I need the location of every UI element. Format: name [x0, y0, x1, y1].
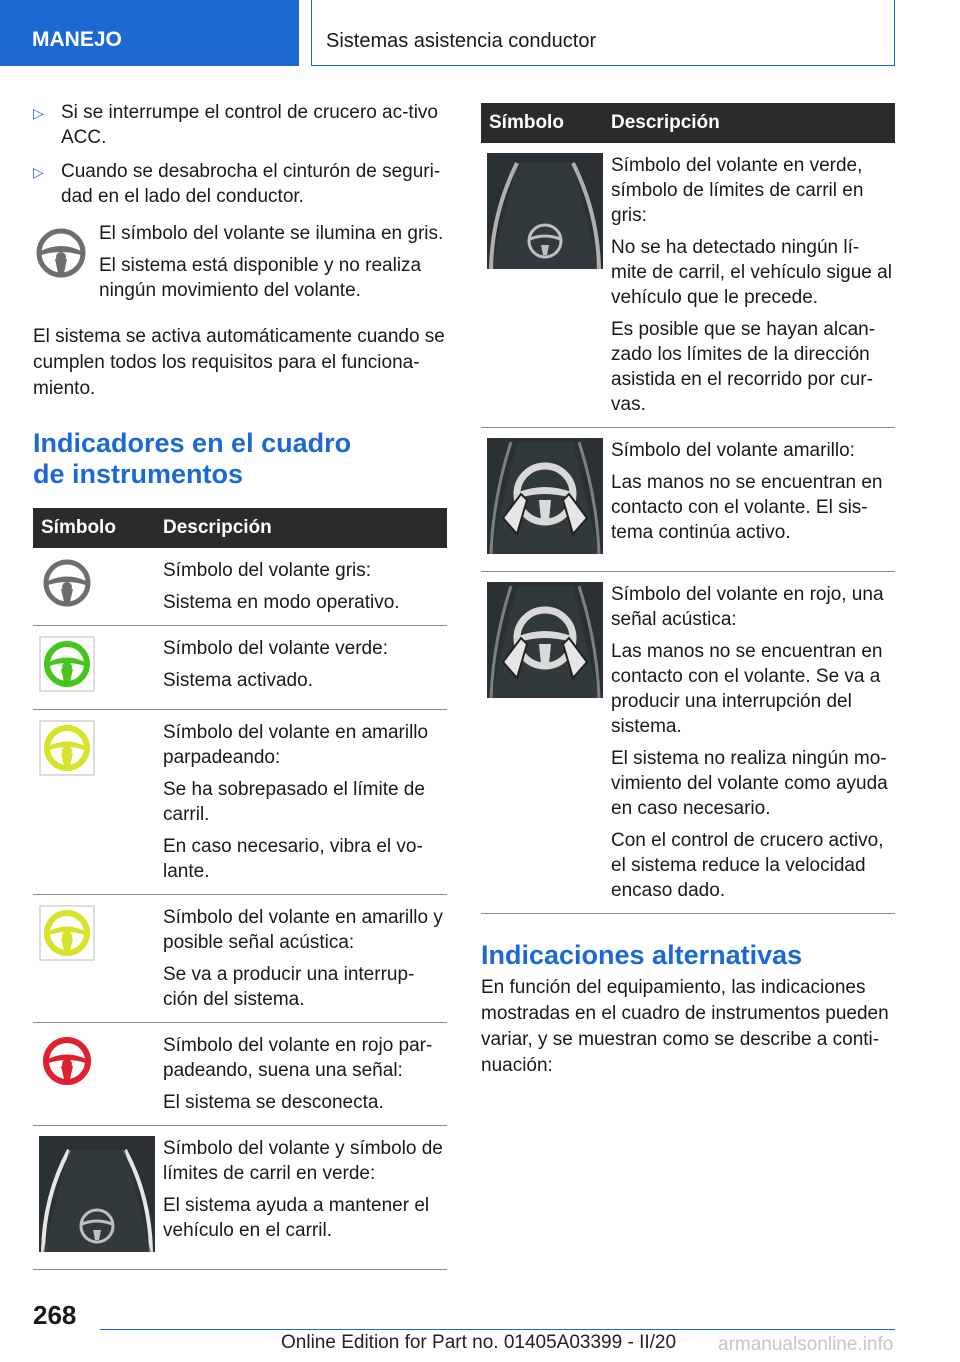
- wheel-note: El símbolo del volante se ilumina en gris. El sistema está disponible y no realiza ningún movimiento del volante.: [33, 221, 447, 310]
- column-header-description: Descripción: [611, 103, 895, 143]
- symbol-table: [481, 103, 895, 914]
- table-row: Símbolo del volante en amarillo parpadeando: Se ha sobrepasado el límite de carril. En caso necesario, vibra el vo-lante.: [33, 710, 447, 895]
- lane-display-green-icon: [39, 1136, 155, 1259]
- right-column: [481, 103, 895, 1079]
- section-heading: Indicadores en el cuadro de instrumentos: [33, 428, 352, 489]
- table-row: Símbolo del volante y símbolo de límites de carril en verde: El sistema ayuda a mantener el vehículo en el carril.: [33, 1126, 447, 1270]
- lane-display-gray-icon: [487, 153, 603, 276]
- alt-paragraph: En función del equipamiento, las indicaciones mostradas en el cuadro de instrumentos pueden variar, y se muestran como se describe a conti-nuación:: [481, 977, 889, 1076]
- watermark: armanualsonline.info: [718, 1334, 894, 1355]
- steering-wheel-gray-icon: [39, 558, 155, 615]
- section-title: Sistemas asistencia conductor: [311, 0, 895, 66]
- triangle-bullet-icon: ▷: [33, 164, 44, 180]
- table-row: Símbolo del volante amarillo: Las manos no se encuentran en contacto con el volante. El sis-tema continúa activo.: [481, 428, 895, 572]
- column-header-description: Descripción: [163, 508, 447, 548]
- left-column: [33, 100, 447, 1270]
- section-heading: Indicaciones alternativas: [481, 940, 803, 970]
- edition-text: Online Edition for Part no. 01405A03399 - II/20: [281, 1332, 677, 1353]
- page-number: 268: [33, 1300, 77, 1330]
- chapter-tab: MANEJO: [0, 0, 299, 66]
- table-row: Símbolo del volante verde: Sistema activado.: [33, 626, 447, 710]
- triangle-bullet-icon: ▷: [33, 105, 44, 121]
- list-item: ▷ Si se interrumpe el control de crucero ac-tivo ACC.: [33, 102, 438, 148]
- steering-wheel-green-icon: [39, 636, 155, 699]
- hands-on-wheel-yellow-icon: [487, 438, 603, 561]
- intro-paragraph: El sistema se activa automáticamente cuando se cumplen todos los requisitos para el funciona-miento.: [33, 326, 445, 399]
- table-row: Símbolo del volante gris: Sistema en modo operativo.: [33, 548, 447, 626]
- steering-wheel-yellow-blinking-icon: [39, 720, 155, 783]
- hands-on-wheel-red-icon: [487, 582, 603, 705]
- steering-wheel-red-icon: [39, 1033, 155, 1096]
- footer-divider: [100, 1329, 895, 1330]
- steering-wheel-yellow-sound-icon: [39, 905, 155, 968]
- column-header-symbol: Símbolo: [481, 103, 611, 143]
- steering-wheel-gray-icon: [33, 221, 99, 310]
- table-row: Símbolo del volante en rojo par-padeando, suena una señal: El sistema se desconecta.: [33, 1023, 447, 1126]
- symbol-table: [33, 508, 447, 1270]
- table-row: Símbolo del volante en verde, símbolo de límites de carril en gris: No se ha detectado ningún lí-mite de carril, el vehículo sigue al vehículo que le precede. Es posible que se hayan alcan-zado los límites de la dirección asistida en el recorrido por cur-vas.: [481, 143, 895, 428]
- column-header-symbol: Símbolo: [33, 508, 163, 548]
- table-row: Símbolo del volante en rojo, una señal acústica: Las manos no se encuentran en contacto con el volante. Se va a producir una interrupción del sistema. El sistema no realiza ningún mo-vimiento del volante como ayuda en caso necesario. Con el control de crucero activo, el sistema reduce la velocidad encaso dado.: [481, 572, 895, 914]
- list-item: ▷ Cuando se desabrocha el cinturón de seguri-dad en el lado del conductor.: [33, 161, 441, 207]
- table-row: Símbolo del volante en amarillo y posible señal acústica: Se va a producir una interrup-ción del sistema.: [33, 895, 447, 1023]
